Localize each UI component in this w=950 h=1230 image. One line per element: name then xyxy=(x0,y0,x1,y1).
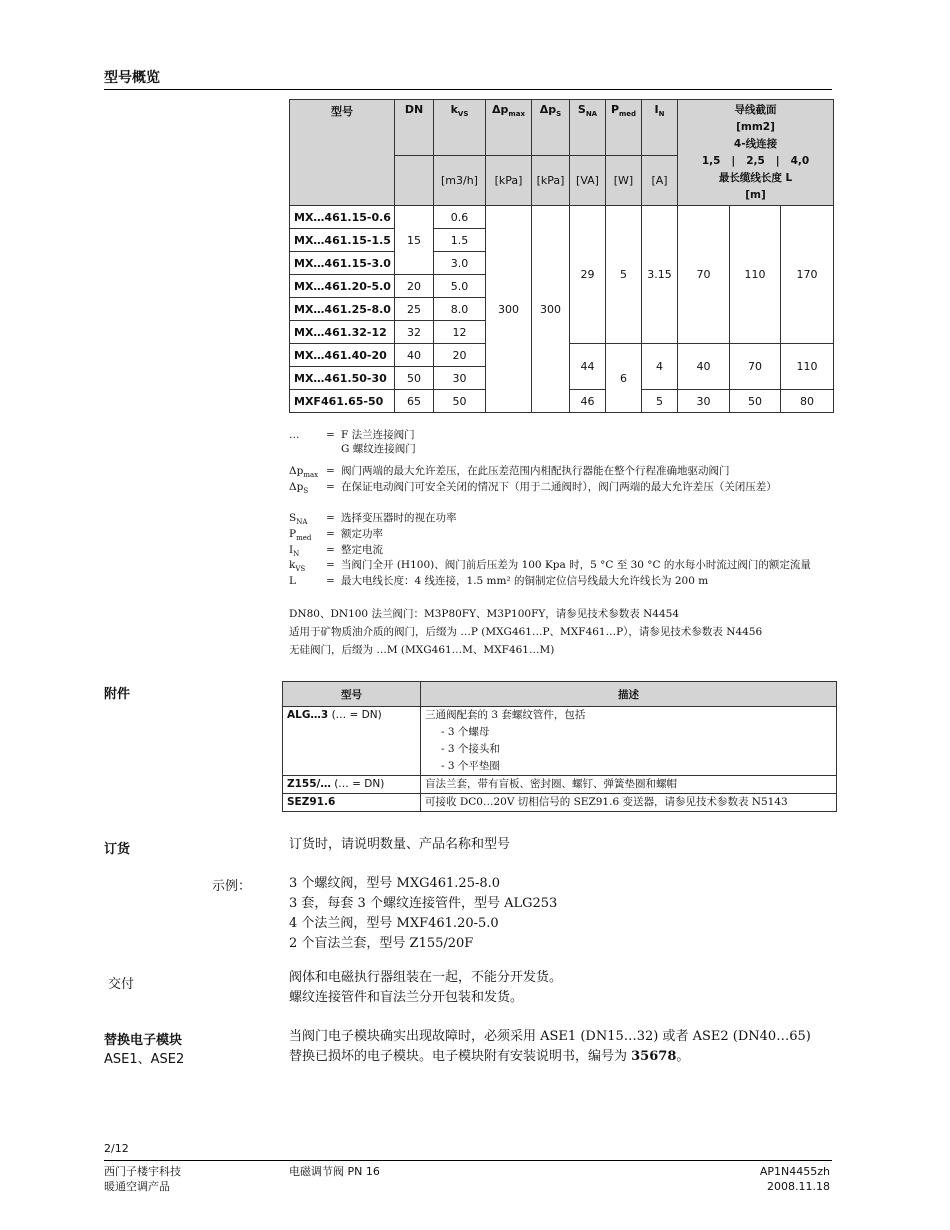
unit-dn xyxy=(395,156,434,206)
unit-in: [A] xyxy=(642,156,678,206)
replacement-sublabel: ASE1、ASE2 xyxy=(104,1052,185,1067)
legend-l: L = 最大电线长度：4 线连接，1.5 mm² 的铜制定位信号线最大允许线长为 200 m xyxy=(289,575,709,587)
legend-dots: … = F 法兰连接阀门 G 螺纹连接阀门 xyxy=(289,429,416,455)
type-overview-table xyxy=(289,99,834,413)
wire-conn: 4-线连接 xyxy=(733,137,778,150)
table-row: MXF461.65-50 65 50 46 5 30 50 80 xyxy=(290,390,834,413)
col-header-dn: DN xyxy=(395,100,434,156)
note-line: 无硅阀门，后缀为 …M (MXG461…M、MXF461…M) xyxy=(289,644,555,656)
legend-sna: $S_{NA}$ = 选择变压器时的视在功率 xyxy=(289,512,457,527)
table-row: MX…461.40-20 40 20 44 6 4 40 70 110 xyxy=(290,344,834,367)
col-header-dpmax: $\Delta p_{max}$ xyxy=(486,100,532,156)
replacement-label: 替换电子模块 xyxy=(104,1033,183,1048)
table-row: SEZ91.6 可接收 DC0…20V 切相信号的 SEZ91.6 变送器，请参见技术参数表 N5143 xyxy=(283,794,837,812)
footer-doc: AP1N4455zh 2008.11.18 xyxy=(759,1165,830,1193)
col-header-in: $I_N$ xyxy=(642,100,678,156)
note-line: 适用于矿物质油介质的阀门，后缀为 …P (MXG461…P、MXF461…P），请参见技术参数表 N4456 xyxy=(289,626,763,638)
wire-unit: [mm2] xyxy=(736,120,775,133)
col-header-model: 型号 xyxy=(290,100,395,206)
unit-sna: [VA] xyxy=(570,156,606,206)
table-row: MX…461.20-5.0 20 5.0 xyxy=(290,275,834,298)
list-item: 4 个法兰阀，型号 MXF461.20-5.0 xyxy=(289,916,499,931)
page-number: 2/12 xyxy=(104,1142,129,1155)
replacement-text: 当阀门电子模块确实出现故障时，必须采用 ASE1 (DN15…32) 或者 ASE2 (DN40…65) 替换已损坏的电子模块。电子模块附有安装说明书，编号为 35678。 xyxy=(289,1029,811,1064)
note-line: DN80、DN100 法兰阀门：M3P80FY、M3P100FY，请参见技术参数表 N4454 xyxy=(289,608,680,620)
legend-dpmax: $\Delta p_{max}$ = 阀门两端的最大允许差压，在此压差范围内相配执行器能在整个行程准确地驱动阀门 xyxy=(289,465,730,480)
wire-title: 导线截面 xyxy=(734,103,777,116)
list-item: 3 套，每套 3 个螺纹连接管件，型号 ALG253 xyxy=(289,896,558,911)
footer-product: 电磁调节阀 PN 16 xyxy=(289,1165,380,1178)
acc-col-desc: 描述 xyxy=(421,682,837,707)
accessories-label: 附件 xyxy=(104,687,131,702)
unit-kvs: [m3/h] xyxy=(434,156,486,206)
legend-kvs: $k_{VS}$ = 当阀门全开 (H100)、阀门前后压差为 100 Kpa 时，5 °C 至 30 °C 的水每小时流过阀门的额定流量 xyxy=(289,559,811,574)
col-header-sna: $S_{NA}$ xyxy=(570,100,606,156)
legend-pmed: $P_{med}$ = 额定功率 xyxy=(289,528,383,543)
col-header-pmed: $P_{med}$ xyxy=(606,100,642,156)
table-row: MX…461.15-0.6 15 0.6 300 300 29 5 3.15 70 110 170 xyxy=(290,206,834,229)
header-divider xyxy=(104,89,832,90)
example-list xyxy=(289,874,557,954)
table-row: MX…461.15-1.5 1.5 xyxy=(290,229,834,252)
wire-sections: 1,5 | 2,5 | 4,0 xyxy=(701,154,810,167)
col-header-dps: $\Delta p_S$ xyxy=(532,100,570,156)
accessories-table xyxy=(282,681,837,812)
table-row: MX…461.50-30 50 30 xyxy=(290,367,834,390)
unit-pmed: [W] xyxy=(606,156,642,206)
table-row: ALG…3 (… = DN) 三通阀配套的 3 套螺纹管件，包括 - 3 个螺母 - 3 个接头和 - 3 个平垫圈 xyxy=(283,707,837,776)
wire-length-unit: [m] xyxy=(745,188,766,201)
col-header-kvs: $k_{VS}$ xyxy=(434,100,486,156)
acc-col-model: 型号 xyxy=(283,682,421,707)
footer-divider xyxy=(104,1160,832,1161)
list-item: 3 个螺纹阀，型号 MXG461.25-8.0 xyxy=(289,876,501,891)
unit-dpmax: [kPa] xyxy=(486,156,532,206)
delivery-label: 交付 xyxy=(108,977,135,992)
table-row: MX…461.15-3.0 3.0 xyxy=(290,252,834,275)
ordering-label: 订货 xyxy=(104,842,131,857)
footer-company: 西门子楼宇科技 暖通空调产品 xyxy=(104,1165,181,1193)
example-label: 示例： xyxy=(212,879,252,894)
legend-dps: $\Delta p_S$ = 在保证电动阀门可安全关闭的情况下（用于二通阀时），阀门两端的最大允许差压（关闭压差） xyxy=(289,481,777,496)
unit-dps: [kPa] xyxy=(532,156,570,206)
table-row: MX…461.32-12 32 12 xyxy=(290,321,834,344)
table-row: MX…461.25-8.0 25 8.0 xyxy=(290,298,834,321)
wire-length: 最长缆线长度 L xyxy=(718,171,793,184)
delivery-text: 阀体和电磁执行器组装在一起，不能分开发货。 螺纹连接管件和盲法兰分开包装和发货。 xyxy=(289,970,563,1005)
ordering-text: 订货时，请说明数量、产品名称和型号 xyxy=(289,837,511,852)
legend-in: $I_N$ = 整定电流 xyxy=(289,544,383,559)
col-header-wire xyxy=(678,100,834,206)
page-title: 型号概览 xyxy=(104,70,160,86)
table-row: Z155/… (… = DN) 盲法兰套，带有盲板、密封圈、螺钉、弹簧垫圈和螺帽 xyxy=(283,776,837,794)
list-item: 2 个盲法兰套，型号 Z155/20F xyxy=(289,936,474,951)
